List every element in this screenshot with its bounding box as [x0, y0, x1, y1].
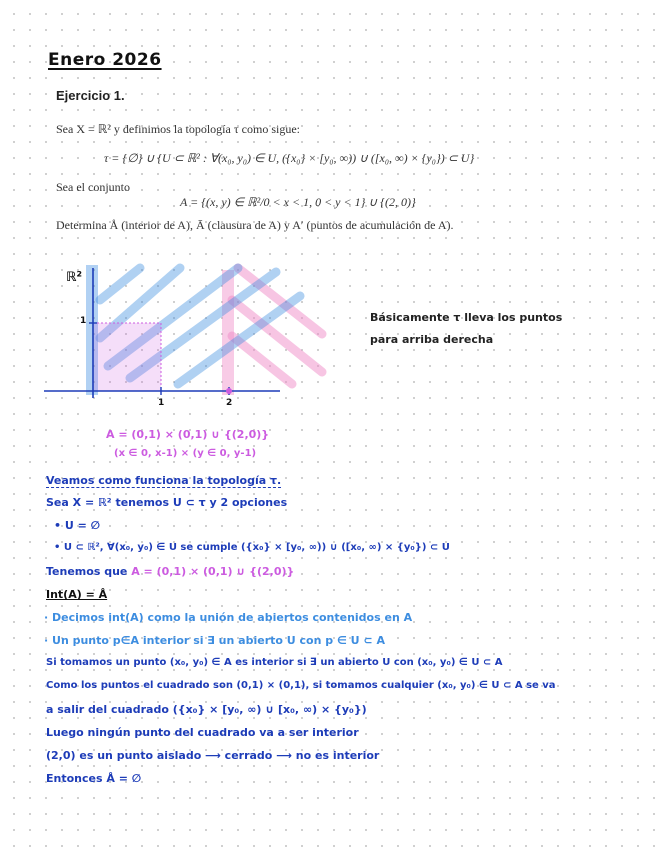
note-line-14: Entonces Å = ∅: [46, 772, 142, 785]
exercise-heading: Ejercicio 1.: [56, 88, 125, 103]
note-line-4: • U ⊂ ℝ², ∀(x₀, y₀) ∈ U se cumple ({x₀} × [y₀, ∞)) ∪ ([x₀, ∞) × {y₀}) ⊂ U: [54, 542, 450, 553]
note-line-10: Como los puntos el cuadrado son (0,1) × (0,1), si tomamos cualquier (x₀, y₀) ∈ U ⊂ A se va: [46, 680, 556, 691]
set-formula: A = {(x, y) ∈ ℝ²/0 < x < 1, 0 < y < 1} ∪ {(2, 0)}: [180, 195, 416, 209]
tick-label-y: 1: [80, 316, 87, 326]
note-line-5: Tenemos que A = (0,1) × (0,1) ∪ {(2,0)}: [46, 565, 295, 578]
set-label-1: A = (0,1) × (0,1) ∪ {(2,0)}: [106, 428, 270, 441]
isolated-point: [226, 388, 232, 394]
note-line-12: Luego ningún punto del cuadrado va a ser interior: [46, 726, 359, 739]
task-statement: Determina Å (interior de A), Ā (clausura de A) y A′ (puntos de acumulación de A).: [56, 218, 454, 232]
note-line-7: · Decimos int(A) como la unión de abiertos contenidos en A: [44, 611, 413, 624]
note-line-6: Int(A) = Å: [46, 588, 108, 601]
side-note-line2: para arriba derecha: [370, 333, 494, 346]
tick-label-x1: 1: [158, 398, 165, 408]
note-line-9: Si tomamos un punto (x₀, y₀) ∈ A es interior si ∃ un abierto U con (x₀, y₀) ∈ U ⊂ A: [46, 657, 503, 668]
pink-hatching: [232, 268, 322, 384]
side-note-line1: Básicamente τ lleva los puntos: [370, 311, 563, 324]
set-square: [93, 323, 161, 391]
set-label-2: (x ∈ 0, x-1) × (y ∈ 0, y-1): [114, 448, 257, 459]
axis-label-r2: ℝ²: [66, 270, 83, 285]
note-line-8: · Un punto p∈A interior si ∃ un abierto U con p ∈ U ⊂ A: [44, 634, 385, 647]
page-title: Enero 2026: [48, 50, 162, 70]
note-line-3: • U = ∅: [54, 519, 101, 532]
note-line-13: (2,0) es un punto aislado ⟶ cerrado ⟶ no es interior: [46, 749, 380, 762]
note-line-1: Veamos como funciona la topología τ.: [46, 474, 282, 487]
note-line-11: a salir del cuadrado ({x₀} × [y₀, ∞) ∪ [x₀, ∞) × {y₀}): [46, 703, 367, 716]
tick-label-x2: 2: [226, 398, 233, 408]
tau-formula: τ = {∅} ∪ {U ⊂ ℝ² : ∀(x₀, y₀) ∈ U, ({x₀} × [y₀, ∞)) ∪ ([x₀, ∞) × {y₀}) ⊂ U}: [104, 151, 475, 165]
statement-intro: Sea X = ℝ² y definimos la topología τ como sigue:: [56, 122, 300, 136]
set-intro: Sea el conjunto: [56, 180, 130, 194]
note-line-2: Sea X = ℝ² tenemos U ⊂ τ y 2 opciones: [46, 496, 288, 509]
